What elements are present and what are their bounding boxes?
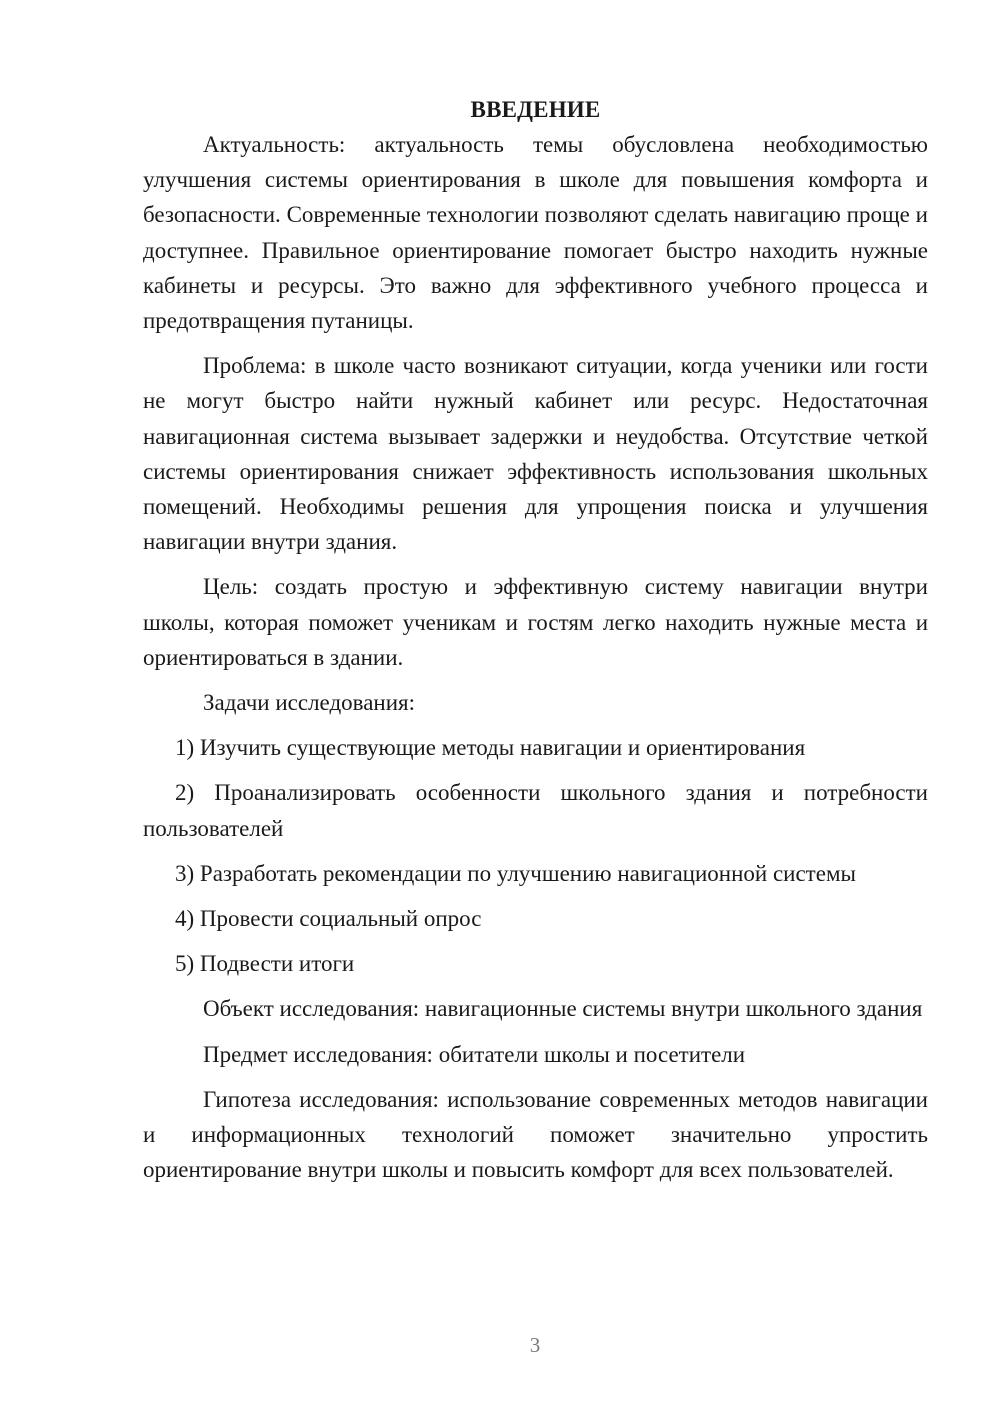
document-page [143, 92, 928, 1197]
task-item-2: 2) Проанализировать особенности школьного здания и потребности пользователей [143, 780, 928, 841]
task-item-3: 3) Разработать рекомендации по улучшению навигационной системы [175, 860, 856, 886]
task-item-5: 5) Подвести итоги [175, 951, 355, 977]
task-item-4: 4) Провести социальный опрос [175, 906, 482, 932]
problem-paragraph: Проблема: в школе часто возникают ситуации, когда ученики или гости не могут быстро найти нужный кабинет или ресурс. Недостаточная навигационная система вызывает задержки и неудобства. Отсутствие четкой системы ориентирования снижает эффективность использования школьных помещений. Необходимы решения для упрощения поиска и улучшения навигации внутри здания. [143, 353, 928, 555]
subject-paragraph: Предмет исследования: обитатели школы и посетители [203, 1041, 746, 1067]
object-paragraph: Объект исследования: навигационные системы внутри школьного здания [203, 996, 923, 1022]
tasks-heading: Задачи исследования: [203, 690, 416, 716]
page-title: ВВЕДЕНИЕ [470, 97, 601, 122]
goal-paragraph: Цель: создать простую и эффективную систему навигации внутри школы, которая поможет ученикам и гостям легко находить нужные места и ориентироваться в здании. [143, 574, 928, 670]
page-number: 3 [529, 1333, 541, 1357]
relevance-paragraph: Актуальность: актуальность темы обусловлена необходимостью улучшения системы ориентирования в школе для повышения комфорта и безопасности. Современные технологии позволяют сделать навигацию проще и доступнее. Правильное ориентирование помогает быстро находить нужные кабинеты и ресурсы. Это важно для эффективного учебного процесса и предотвращения путаницы. [143, 132, 928, 334]
hypothesis-paragraph: Гипотеза исследования: использование современных методов навигации и информационных технологий поможет значительно упростить ориентирование внутри школы и повысить комфорт для всех пользователей. [143, 1086, 928, 1183]
task-item-1: 1) Изучить существующие методы навигации и ориентирования [175, 735, 806, 761]
